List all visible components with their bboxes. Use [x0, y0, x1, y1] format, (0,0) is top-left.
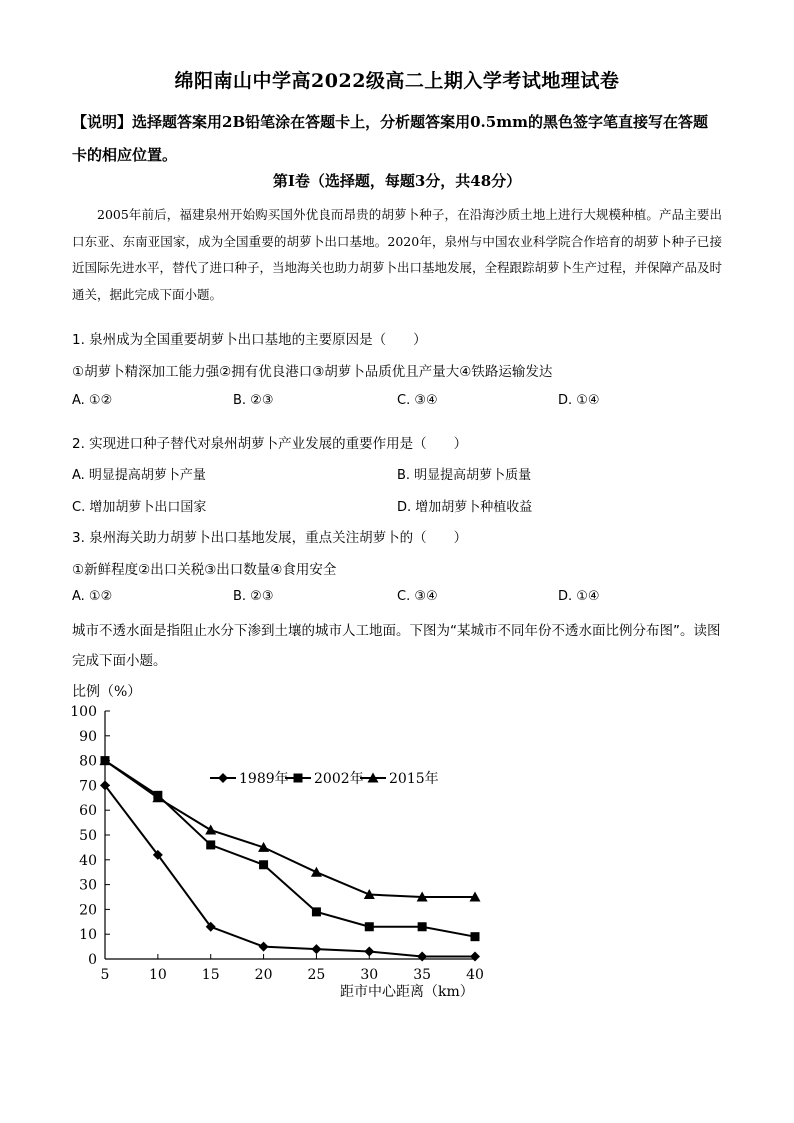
data-point	[259, 860, 268, 869]
data-point	[364, 947, 374, 957]
option-d[interactable]: D. ①④	[558, 393, 600, 408]
question-1-stem: 1. 泉州成为全国重要胡萝卜出口基地的主要原因是（ ）	[72, 332, 427, 348]
question-1-statements: ①胡萝卜精深加工能力强②拥有优良港口③胡萝卜品质优且产量大④铁路运输发达	[72, 364, 553, 380]
y-tick-label: 20	[79, 902, 97, 919]
x-tick-label: 40	[466, 967, 484, 983]
section-title: 第Ⅰ卷（选择题，每题3分，共48分）	[272, 172, 522, 190]
legend-label: 1989年	[239, 771, 289, 787]
data-point	[259, 942, 269, 952]
data-point	[417, 952, 427, 962]
data-point	[418, 922, 427, 931]
y-tick-label: 90	[79, 728, 97, 745]
data-point	[312, 907, 321, 916]
option-c[interactable]: C. 增加胡萝卜出口国家	[72, 500, 207, 515]
option-b[interactable]: B. ②③	[233, 393, 274, 408]
impervious-surface-chart	[60, 678, 500, 1008]
x-tick-label: 5	[100, 967, 110, 983]
option-b[interactable]: B. ②③	[233, 589, 274, 604]
data-point	[205, 825, 216, 835]
x-tick-label: 30	[360, 967, 379, 983]
data-point	[365, 922, 374, 931]
option-a[interactable]: A. ①②	[72, 393, 113, 408]
data-point	[206, 840, 215, 849]
y-axis-label: 比例（%）	[72, 684, 142, 700]
y-tick-label: 80	[79, 753, 97, 770]
legend-marker	[218, 773, 228, 783]
option-c[interactable]: C. ③④	[397, 589, 438, 604]
y-tick-label: 40	[79, 852, 97, 869]
y-tick-label: 60	[79, 803, 97, 820]
exam-instructions: 【说明】选择题答案用2B铅笔涂在答题卡上，分析题答案用0.5mm的黑色签字笔直接写在答题卡的相应位置。	[72, 113, 708, 164]
y-tick-label: 0	[88, 952, 97, 968]
reading-passage: 2005年前后，福建泉州开始购买国外优良而昂贵的胡萝卜种子，在沿海沙质土地上进行大规模种植。产品主要出口东亚、东南亚国家，成为全国重要的胡萝卜出口基地。2020年，泉州与中国农业科学院合作培育的胡萝卜种子已接近国际先进水平，替代了进口种子，当地海关也助力胡萝卜出口基地发展，全程跟踪胡萝卜生产过程，并保障产品及时通关，据此完成下面小题。	[72, 207, 723, 302]
x-axis-label: 距市中心距离（km）	[340, 984, 474, 1000]
option-b[interactable]: B. 明显提高胡萝卜质量	[397, 468, 532, 483]
data-point	[470, 952, 480, 962]
legend-label: 2015年	[389, 771, 439, 787]
legend-label: 2002年	[314, 771, 364, 787]
data-point	[471, 932, 480, 941]
data-point	[311, 867, 322, 877]
y-tick-label: 30	[79, 877, 97, 894]
option-d[interactable]: D. 增加胡萝卜种植收益	[397, 500, 533, 515]
y-tick-label: 50	[79, 828, 97, 844]
x-tick-label: 10	[148, 967, 167, 983]
x-tick-label: 20	[254, 967, 273, 983]
series-line-1	[105, 761, 475, 937]
x-tick-label: 25	[307, 967, 326, 983]
y-tick-label: 70	[79, 778, 97, 795]
x-tick-label: 35	[413, 967, 432, 983]
data-point	[311, 944, 321, 954]
chart-intro: 城市不透水面是指阻止水分下渗到土壤的城市人工地面。下图为“某城市不同年份不透水面比例分布图”。读图完成下面小题。	[72, 623, 721, 669]
option-d[interactable]: D. ①④	[558, 589, 600, 604]
y-tick-label: 100	[70, 704, 97, 720]
question-3-stem: 3. 泉州海关助力胡萝卜出口基地发展，重点关注胡萝卜的（ ）	[72, 530, 468, 546]
option-c[interactable]: C. ③④	[397, 393, 438, 408]
legend-marker	[294, 774, 303, 783]
option-a[interactable]: A. 明显提高胡萝卜产量	[72, 468, 206, 483]
y-tick-label: 10	[79, 927, 97, 944]
option-a[interactable]: A. ①②	[72, 589, 113, 604]
question-2-stem: 2. 实现进口种子替代对泉州胡萝卜产业发展的重要作用是（ ）	[72, 436, 468, 452]
question-3-statements: ①新鲜程度②出口关税③出口数量④食用安全	[72, 562, 337, 578]
x-tick-label: 15	[201, 967, 220, 983]
page-title: 绵阳南山中学高2022级高二上期入学考试地理试卷	[174, 70, 620, 92]
